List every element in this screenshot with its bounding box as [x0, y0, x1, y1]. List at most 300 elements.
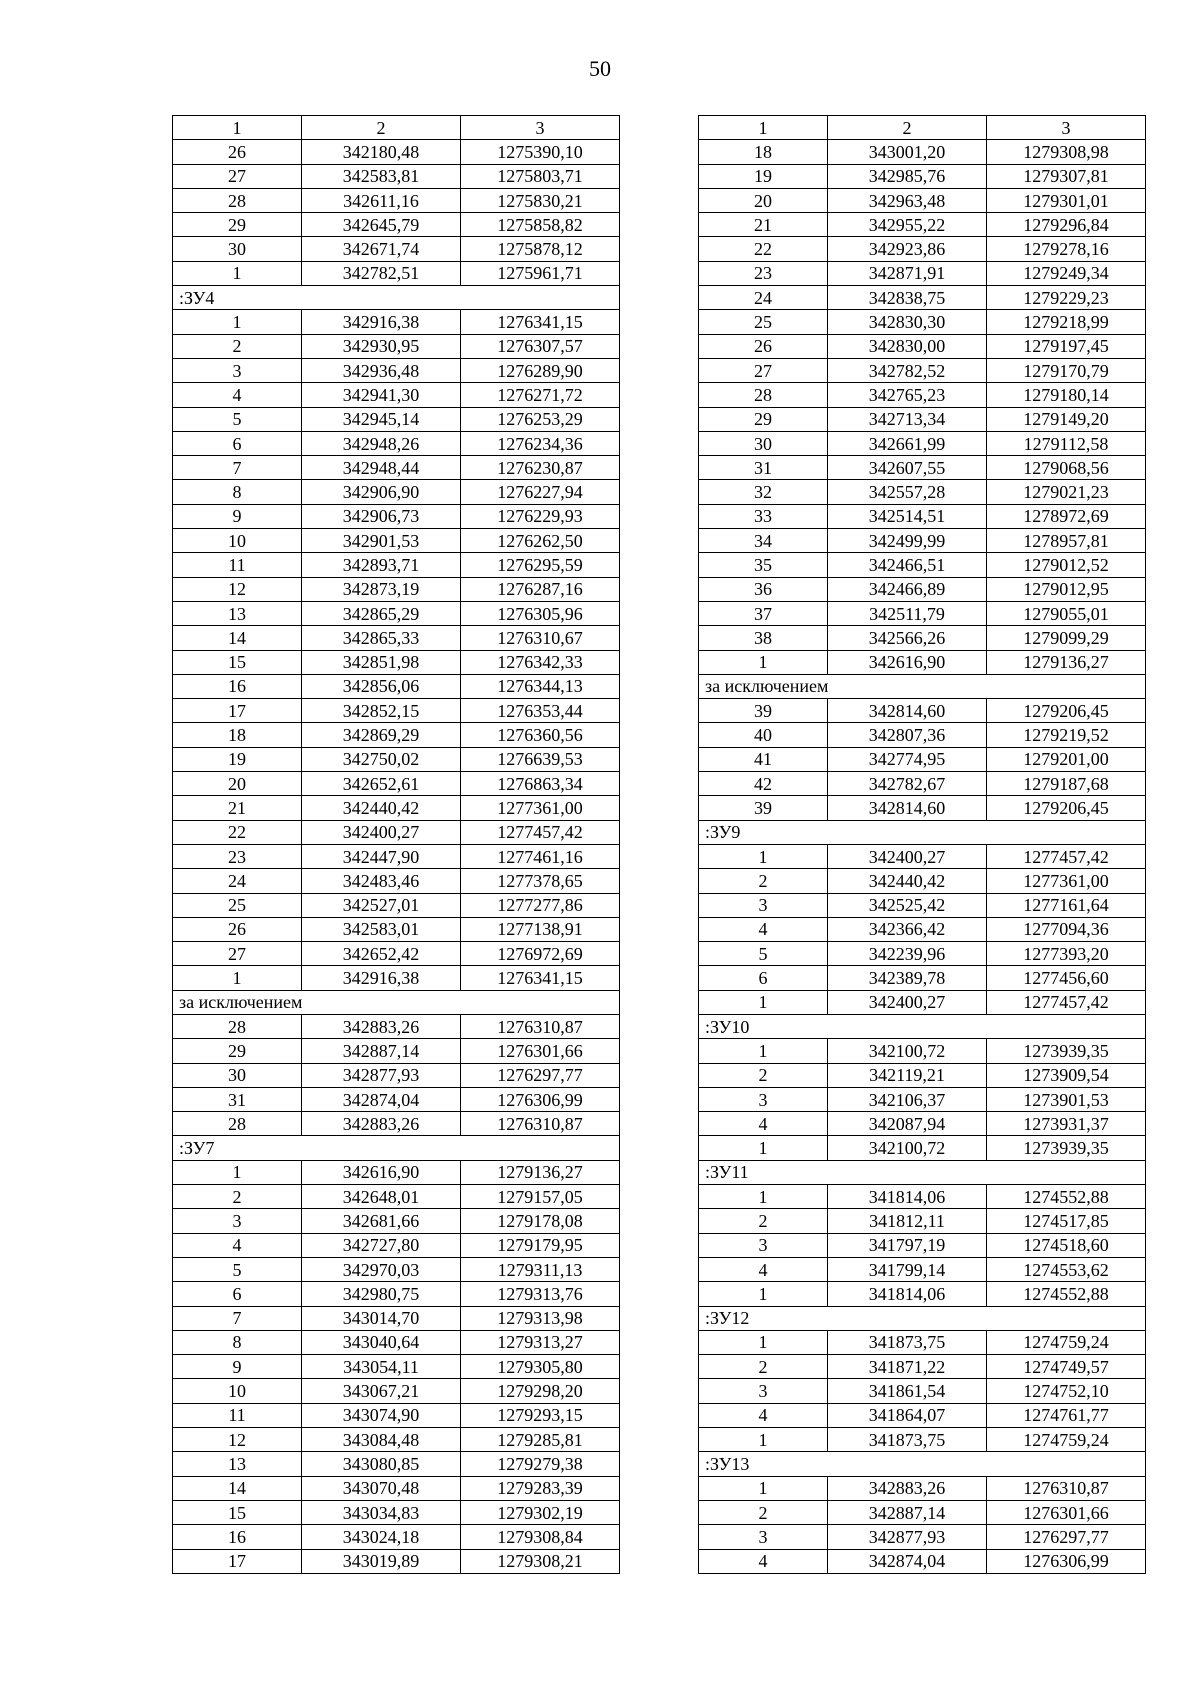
table-row — [699, 796, 1146, 820]
table-row — [699, 1379, 1146, 1403]
point-number: 7 — [173, 1306, 302, 1330]
table-row — [173, 358, 620, 382]
table-row — [173, 772, 620, 796]
table-row — [699, 650, 1146, 674]
point-number: 33 — [699, 504, 828, 528]
table-row — [699, 626, 1146, 650]
table-row — [699, 1403, 1146, 1427]
coordinate-y: 1279218,99 — [987, 310, 1146, 334]
table-row — [173, 1160, 620, 1184]
coordinate-y: 1273931,37 — [987, 1112, 1146, 1136]
coordinate-y: 1279012,95 — [987, 577, 1146, 601]
table-row — [173, 188, 620, 212]
point-number: 6 — [173, 431, 302, 455]
coordinate-x: 342525,42 — [828, 893, 987, 917]
coordinate-y: 1279197,45 — [987, 334, 1146, 358]
coordinate-y: 1276360,56 — [461, 723, 620, 747]
table-row — [173, 1379, 620, 1403]
table-row — [173, 529, 620, 553]
section-label: :ЗУ10 — [699, 1014, 1146, 1038]
coordinate-x: 342557,28 — [828, 480, 987, 504]
coordinate-x: 342440,42 — [828, 869, 987, 893]
coordinate-x: 342893,71 — [302, 553, 461, 577]
table-row — [173, 553, 620, 577]
coordinate-y: 1276234,36 — [461, 431, 620, 455]
point-number: 22 — [173, 820, 302, 844]
table-row — [173, 893, 620, 917]
point-number: 19 — [699, 164, 828, 188]
point-number: 15 — [173, 650, 302, 674]
coordinate-y: 1277361,00 — [461, 796, 620, 820]
point-number: 1 — [699, 990, 828, 1014]
coordinate-x: 342583,01 — [302, 917, 461, 941]
coordinate-x: 342887,14 — [828, 1500, 987, 1524]
coordinate-y: 1276310,87 — [461, 1014, 620, 1038]
table-row — [699, 1355, 1146, 1379]
point-number: 6 — [699, 966, 828, 990]
coordinate-y: 1277393,20 — [987, 942, 1146, 966]
coordinate-x: 342887,14 — [302, 1039, 461, 1063]
section-row — [699, 820, 1146, 844]
coordinate-x: 342877,93 — [302, 1063, 461, 1087]
coordinate-y: 1276342,33 — [461, 650, 620, 674]
point-number: 4 — [699, 917, 828, 941]
coordinate-x: 342877,93 — [828, 1525, 987, 1549]
table-row — [173, 1330, 620, 1354]
coordinate-y: 1279112,58 — [987, 431, 1146, 455]
coordinate-x: 342466,51 — [828, 553, 987, 577]
coordinate-x: 342901,53 — [302, 529, 461, 553]
coordinate-y: 1273909,54 — [987, 1063, 1146, 1087]
point-number: 12 — [173, 1428, 302, 1452]
coordinate-x: 342916,38 — [302, 310, 461, 334]
table-row — [173, 1233, 620, 1257]
point-number: 11 — [173, 1403, 302, 1427]
point-number: 25 — [173, 893, 302, 917]
point-number: 17 — [173, 699, 302, 723]
coordinate-y: 1279301,01 — [987, 188, 1146, 212]
point-number: 1 — [173, 966, 302, 990]
table-header-row — [173, 116, 620, 140]
point-number: 3 — [699, 1379, 828, 1403]
table-row — [699, 699, 1146, 723]
coordinate-y: 1279308,84 — [461, 1525, 620, 1549]
column-header: 3 — [987, 116, 1146, 140]
coordinate-y: 1273939,35 — [987, 1136, 1146, 1160]
coordinate-y: 1274759,24 — [987, 1330, 1146, 1354]
point-number: 14 — [173, 626, 302, 650]
point-number: 3 — [173, 1209, 302, 1233]
coordinate-x: 343034,83 — [302, 1500, 461, 1524]
point-number: 1 — [699, 844, 828, 868]
coordinate-y: 1275803,71 — [461, 164, 620, 188]
coordinate-x: 342814,60 — [828, 699, 987, 723]
point-number: 21 — [699, 213, 828, 237]
coordinate-y: 1275858,82 — [461, 213, 620, 237]
table-row — [173, 213, 620, 237]
coordinate-y: 1276287,16 — [461, 577, 620, 601]
point-number: 35 — [699, 553, 828, 577]
coordinate-x: 342180,48 — [302, 140, 461, 164]
table-row — [173, 1355, 620, 1379]
column-header: 2 — [302, 116, 461, 140]
coordinate-y: 1279293,15 — [461, 1403, 620, 1427]
point-number: 9 — [173, 1355, 302, 1379]
coordinate-x: 341814,06 — [828, 1185, 987, 1209]
table-row — [173, 456, 620, 480]
coordinate-x: 342883,26 — [302, 1112, 461, 1136]
coordinate-x: 341797,19 — [828, 1233, 987, 1257]
section-label: :ЗУ11 — [699, 1160, 1146, 1184]
table-row — [699, 1039, 1146, 1063]
table-row — [173, 480, 620, 504]
table-row — [699, 1282, 1146, 1306]
coordinate-y: 1276353,44 — [461, 699, 620, 723]
coordinate-y: 1276305,96 — [461, 601, 620, 625]
table-row — [173, 310, 620, 334]
table-row — [173, 1257, 620, 1281]
coordinate-x: 342936,48 — [302, 358, 461, 382]
coordinate-y: 1276306,99 — [461, 1087, 620, 1111]
coordinate-y: 1274517,85 — [987, 1209, 1146, 1233]
coordinate-y: 1279296,84 — [987, 213, 1146, 237]
point-number: 11 — [173, 553, 302, 577]
point-number: 31 — [699, 456, 828, 480]
point-number: 28 — [699, 383, 828, 407]
coordinate-y: 1279068,56 — [987, 456, 1146, 480]
coordinate-x: 342985,76 — [828, 164, 987, 188]
section-label: :ЗУ9 — [699, 820, 1146, 844]
coordinate-y: 1279099,29 — [987, 626, 1146, 650]
coordinate-y: 1278957,81 — [987, 529, 1146, 553]
coordinate-y: 1274553,62 — [987, 1257, 1146, 1281]
coordinate-y: 1277457,42 — [987, 844, 1146, 868]
point-number: 39 — [699, 699, 828, 723]
coordinate-y: 1274759,24 — [987, 1428, 1146, 1452]
table-row — [699, 1257, 1146, 1281]
coordinate-y: 1276229,93 — [461, 504, 620, 528]
coordinate-x: 342874,04 — [302, 1087, 461, 1111]
coordinate-y: 1279313,98 — [461, 1306, 620, 1330]
table-row — [699, 456, 1146, 480]
point-number: 23 — [173, 844, 302, 868]
section-row — [173, 1136, 620, 1160]
point-number: 36 — [699, 577, 828, 601]
table-row — [173, 917, 620, 941]
coordinate-x: 342955,22 — [828, 213, 987, 237]
table-row — [699, 140, 1146, 164]
table-row — [699, 553, 1146, 577]
section-row — [699, 1014, 1146, 1038]
table-row — [173, 844, 620, 868]
coordinate-x: 342945,14 — [302, 407, 461, 431]
coordinate-y: 1276230,87 — [461, 456, 620, 480]
coordinate-x: 342906,73 — [302, 504, 461, 528]
point-number: 30 — [173, 237, 302, 261]
coordinate-y: 1279229,23 — [987, 286, 1146, 310]
table-row — [699, 1185, 1146, 1209]
table-row — [699, 237, 1146, 261]
coordinate-x: 342483,46 — [302, 869, 461, 893]
point-number: 38 — [699, 626, 828, 650]
table-row — [173, 820, 620, 844]
coordinate-y: 1279180,14 — [987, 383, 1146, 407]
point-number: 1 — [173, 1160, 302, 1184]
point-number: 1 — [699, 1136, 828, 1160]
point-number: 4 — [173, 383, 302, 407]
coordinate-x: 342765,23 — [828, 383, 987, 407]
coordinates-table-right — [698, 115, 1146, 1574]
coordinate-y: 1276310,87 — [987, 1476, 1146, 1500]
coordinate-x: 342616,90 — [302, 1160, 461, 1184]
point-number: 41 — [699, 747, 828, 771]
point-number: 20 — [699, 188, 828, 212]
coordinate-x: 342499,99 — [828, 529, 987, 553]
coordinate-x: 343080,85 — [302, 1452, 461, 1476]
coordinate-y: 1277361,00 — [987, 869, 1146, 893]
table-row — [699, 383, 1146, 407]
coordinate-x: 341812,11 — [828, 1209, 987, 1233]
coordinate-x: 342856,06 — [302, 674, 461, 698]
coordinate-y: 1277094,36 — [987, 917, 1146, 941]
point-number: 6 — [173, 1282, 302, 1306]
point-number: 4 — [699, 1112, 828, 1136]
coordinate-x: 343024,18 — [302, 1525, 461, 1549]
table-row — [173, 1476, 620, 1500]
point-number: 4 — [699, 1257, 828, 1281]
coordinate-y: 1279219,52 — [987, 723, 1146, 747]
coordinate-x: 342838,75 — [828, 286, 987, 310]
coordinate-x: 342366,42 — [828, 917, 987, 941]
point-number: 24 — [173, 869, 302, 893]
column-header: 2 — [828, 116, 987, 140]
table-row — [173, 869, 620, 893]
coordinate-x: 341814,06 — [828, 1282, 987, 1306]
point-number: 2 — [699, 1355, 828, 1379]
coordinate-x: 342774,95 — [828, 747, 987, 771]
coordinate-y: 1279179,95 — [461, 1233, 620, 1257]
table-row — [699, 286, 1146, 310]
coordinate-x: 342100,72 — [828, 1039, 987, 1063]
coordinate-x: 342466,89 — [828, 577, 987, 601]
point-number: 22 — [699, 237, 828, 261]
coordinate-x: 342611,16 — [302, 188, 461, 212]
table-row — [699, 869, 1146, 893]
coordinate-x: 342652,61 — [302, 772, 461, 796]
coordinate-y: 1279311,13 — [461, 1257, 620, 1281]
point-number: 2 — [699, 1063, 828, 1087]
coordinates-table-left — [172, 115, 620, 1574]
coordinate-x: 343054,11 — [302, 1355, 461, 1379]
coordinate-x: 341864,07 — [828, 1403, 987, 1427]
coordinate-x: 342963,48 — [828, 188, 987, 212]
table-row — [173, 601, 620, 625]
coordinate-y: 1274752,10 — [987, 1379, 1146, 1403]
point-number: 40 — [699, 723, 828, 747]
coordinate-y: 1279279,38 — [461, 1452, 620, 1476]
coordinate-x: 342883,26 — [302, 1014, 461, 1038]
coordinate-x: 342923,86 — [828, 237, 987, 261]
table-row — [173, 1306, 620, 1330]
coordinate-y: 1279249,34 — [987, 261, 1146, 285]
coordinate-x: 342648,01 — [302, 1185, 461, 1209]
coordinate-x: 342830,30 — [828, 310, 987, 334]
coordinate-y: 1274552,88 — [987, 1185, 1146, 1209]
point-number: 4 — [699, 1549, 828, 1573]
point-number: 3 — [699, 1233, 828, 1257]
coordinate-x: 342871,91 — [828, 261, 987, 285]
coordinate-x: 342583,81 — [302, 164, 461, 188]
coordinate-x: 342930,95 — [302, 334, 461, 358]
point-number: 5 — [173, 1257, 302, 1281]
point-number: 12 — [173, 577, 302, 601]
point-number: 3 — [699, 893, 828, 917]
coordinate-x: 342869,29 — [302, 723, 461, 747]
coordinate-y: 1273901,53 — [987, 1087, 1146, 1111]
table-row — [699, 358, 1146, 382]
table-row — [173, 334, 620, 358]
column-header: 3 — [461, 116, 620, 140]
coordinate-x: 342980,75 — [302, 1282, 461, 1306]
coordinate-y: 1279149,20 — [987, 407, 1146, 431]
section-row — [699, 1160, 1146, 1184]
table-row — [699, 723, 1146, 747]
table-row — [173, 1282, 620, 1306]
point-number: 1 — [699, 1039, 828, 1063]
coordinate-x: 342514,51 — [828, 504, 987, 528]
table-row — [699, 1087, 1146, 1111]
coordinate-y: 1279285,81 — [461, 1428, 620, 1452]
coordinate-x: 342400,27 — [828, 844, 987, 868]
point-number: 30 — [173, 1063, 302, 1087]
table-row — [173, 942, 620, 966]
coordinate-x: 343040,64 — [302, 1330, 461, 1354]
coordinate-x: 342916,38 — [302, 966, 461, 990]
coordinate-x: 342511,79 — [828, 601, 987, 625]
table-row — [173, 1500, 620, 1524]
table-row — [699, 529, 1146, 553]
coordinate-y: 1276262,50 — [461, 529, 620, 553]
section-row — [173, 286, 620, 310]
coordinate-y: 1276295,59 — [461, 553, 620, 577]
table-row — [699, 577, 1146, 601]
coordinate-y: 1279206,45 — [987, 796, 1146, 820]
coordinate-y: 1276310,67 — [461, 626, 620, 650]
point-number: 39 — [699, 796, 828, 820]
coordinate-y: 1279298,20 — [461, 1379, 620, 1403]
coordinate-x: 343014,70 — [302, 1306, 461, 1330]
coordinate-y: 1279302,19 — [461, 1500, 620, 1524]
coordinate-y: 1277461,16 — [461, 844, 620, 868]
coordinate-y: 1276297,77 — [987, 1525, 1146, 1549]
point-number: 26 — [699, 334, 828, 358]
coordinate-x: 342830,00 — [828, 334, 987, 358]
coordinate-x: 342661,99 — [828, 431, 987, 455]
coordinate-y: 1277277,86 — [461, 893, 620, 917]
point-number: 20 — [173, 772, 302, 796]
point-number: 1 — [699, 1428, 828, 1452]
point-number: 30 — [699, 431, 828, 455]
coordinate-x: 342948,44 — [302, 456, 461, 480]
table-row — [173, 383, 620, 407]
coordinate-x: 343084,48 — [302, 1428, 461, 1452]
coordinate-x: 342906,90 — [302, 480, 461, 504]
table-row — [173, 1185, 620, 1209]
point-number: 27 — [173, 942, 302, 966]
table-header-row — [699, 116, 1146, 140]
table-row — [699, 1209, 1146, 1233]
coordinate-y: 1277456,60 — [987, 966, 1146, 990]
coordinate-x: 341861,54 — [828, 1379, 987, 1403]
section-label: :ЗУ4 — [173, 286, 620, 310]
coordinate-y: 1276341,15 — [461, 310, 620, 334]
table-row — [699, 164, 1146, 188]
coordinate-y: 1276297,77 — [461, 1063, 620, 1087]
point-number: 26 — [173, 140, 302, 164]
table-row — [173, 966, 620, 990]
table-row — [699, 188, 1146, 212]
coordinate-y: 1276271,72 — [461, 383, 620, 407]
table-row — [699, 213, 1146, 237]
coordinate-x: 342681,66 — [302, 1209, 461, 1233]
coordinate-x: 342713,34 — [828, 407, 987, 431]
table-row — [699, 893, 1146, 917]
point-number: 18 — [173, 723, 302, 747]
coordinate-x: 342389,78 — [828, 966, 987, 990]
point-number: 25 — [699, 310, 828, 334]
point-number: 13 — [173, 1452, 302, 1476]
coordinate-y: 1277457,42 — [987, 990, 1146, 1014]
table-row — [699, 966, 1146, 990]
table-row — [173, 577, 620, 601]
table-row — [699, 772, 1146, 796]
point-number: 28 — [173, 1014, 302, 1038]
table-row — [173, 626, 620, 650]
coordinate-x: 342874,04 — [828, 1549, 987, 1573]
point-number: 8 — [173, 480, 302, 504]
point-number: 1 — [699, 1282, 828, 1306]
coordinate-y: 1277161,64 — [987, 893, 1146, 917]
coordinate-x: 343074,90 — [302, 1403, 461, 1427]
coordinate-x: 341873,75 — [828, 1428, 987, 1452]
table-row — [173, 504, 620, 528]
table-row — [173, 1087, 620, 1111]
point-number: 29 — [699, 407, 828, 431]
coordinate-x: 341799,14 — [828, 1257, 987, 1281]
point-number: 37 — [699, 601, 828, 625]
coordinate-x: 342440,42 — [302, 796, 461, 820]
coordinate-y: 1277457,42 — [461, 820, 620, 844]
coordinate-y: 1274518,60 — [987, 1233, 1146, 1257]
point-number: 1 — [699, 1185, 828, 1209]
point-number: 5 — [173, 407, 302, 431]
table-row — [173, 261, 620, 285]
section-row — [699, 1306, 1146, 1330]
point-number: 8 — [173, 1330, 302, 1354]
coordinate-y: 1279313,27 — [461, 1330, 620, 1354]
coordinate-x: 343001,20 — [828, 140, 987, 164]
table-row — [173, 1039, 620, 1063]
coordinate-y: 1276341,15 — [461, 966, 620, 990]
point-number: 26 — [173, 917, 302, 941]
coordinate-x: 342727,80 — [302, 1233, 461, 1257]
coordinate-y: 1279206,45 — [987, 699, 1146, 723]
point-number: 10 — [173, 1379, 302, 1403]
coordinate-x: 342865,29 — [302, 601, 461, 625]
point-number: 4 — [699, 1403, 828, 1427]
table-row — [173, 1063, 620, 1087]
point-number: 18 — [699, 140, 828, 164]
